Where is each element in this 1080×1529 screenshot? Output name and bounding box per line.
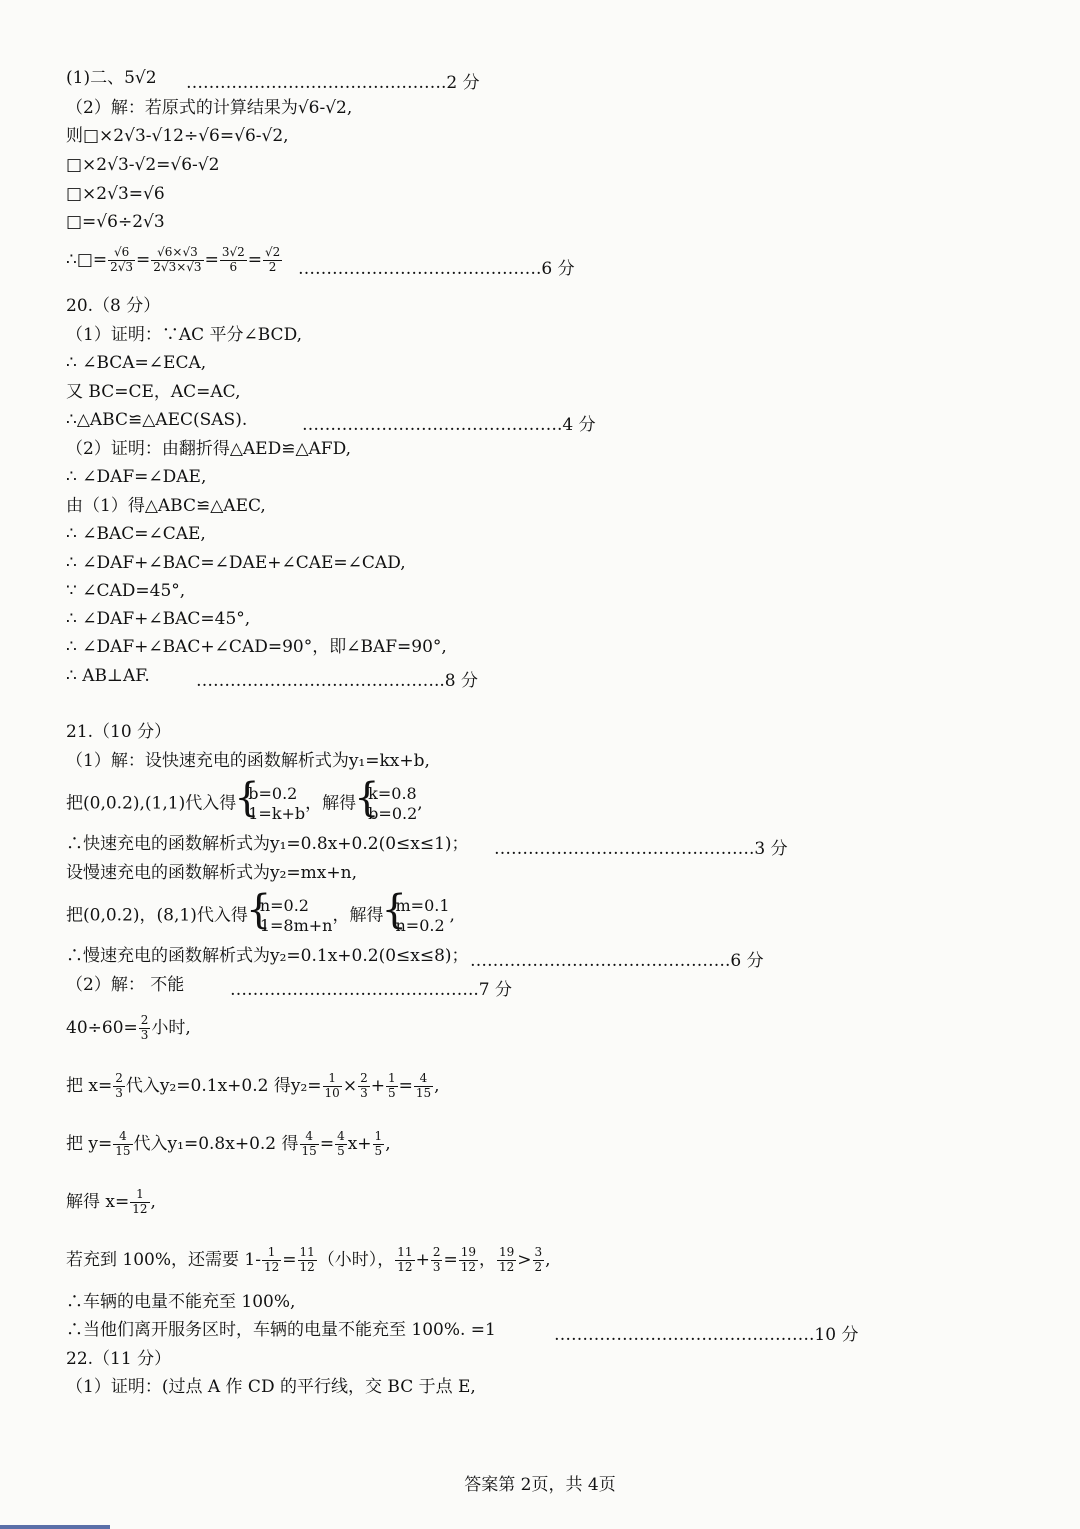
fraction: $\frac{4}{15}$ bbox=[301, 1129, 317, 1158]
answer-line: □×2√3=√6 bbox=[66, 184, 165, 204]
score-points: ……………………………………….2 分 bbox=[186, 73, 480, 93]
fraction: $\frac{3}{2}$ bbox=[534, 1245, 543, 1274]
answer-line: ∴ ∠BAC=∠CAE, bbox=[66, 524, 206, 544]
answer-line: 把(0,0.2)，(8,1)代入得 { n=0.2 1=8m+n ，解得 { m=0.1 n=0.2 , bbox=[66, 896, 455, 936]
scan-edge-mark bbox=[0, 1525, 110, 1529]
answer-line: ∴当他们离开服务区时，车辆的电量不能充至 100%. =1 bbox=[66, 1320, 496, 1340]
answer-line: ∴ ∠BCA=∠ECA, bbox=[66, 353, 207, 373]
answer-line: ∵ ∠CAD=45°, bbox=[66, 581, 186, 601]
fraction: $\frac{11}{12}$ bbox=[299, 1245, 315, 1274]
line-text: ∴□= bbox=[66, 249, 108, 270]
score-points: ……………………………………….6 分 bbox=[470, 951, 764, 971]
equation-system: { k=0.8 b=0.2 bbox=[356, 784, 417, 824]
fraction: $\frac{2}{3}$ bbox=[115, 1071, 123, 1100]
answer-line: （2）解： 不能 bbox=[66, 975, 185, 995]
answer-line: ∴快速充电的函数解析式为y₁=0.8x+0.2(0≤x≤1)； bbox=[66, 834, 469, 854]
score-points: …………………………………….6 分 bbox=[298, 259, 575, 279]
fraction: $\frac{2}{3}$ bbox=[360, 1071, 368, 1100]
answer-line: （2）解：若原式的计算结果为√6-√2, bbox=[66, 98, 353, 118]
score-points: ……………………………………….4 分 bbox=[302, 415, 596, 435]
answer-line: 若充到 100%，还需要 1- $\frac{1}{12}$ = $\frac{11}{12}$ （小时）， $\frac{11}{12}$ + $\frac{2}{3}$ = $\frac{19}{12}$ ， $\frac{19}{12}$ > $\frac{3}{2}$ , bbox=[66, 1245, 551, 1274]
answer-line: 则□×2√3-√12÷√6=√6-√2, bbox=[66, 126, 289, 146]
answer-line: ∴ ∠DAF=∠DAE, bbox=[66, 467, 207, 487]
line-text: ，解得 bbox=[332, 905, 384, 926]
score-points: ……………………………………….3 分 bbox=[494, 839, 788, 859]
question-heading: 22.（11 分） bbox=[66, 1349, 172, 1369]
fraction: $\frac{1}{12}$ bbox=[132, 1187, 148, 1216]
answer-line: （1）证明：(过点 A 作 CD 的平行线，交 BC 于点 E, bbox=[66, 1377, 476, 1397]
fraction: $\frac{1}{5}$ bbox=[387, 1071, 396, 1100]
equation-system: { n=0.2 1=8m+n bbox=[248, 896, 333, 936]
line-text: ，解得 bbox=[305, 793, 357, 814]
answer-line: □=√6÷2√3 bbox=[66, 212, 165, 232]
fraction: $\frac{19}{12}$ bbox=[498, 1245, 515, 1274]
fraction: $\frac{√6}{2√3}$ bbox=[110, 245, 134, 274]
equation-system: { m=0.1 n=0.2 bbox=[383, 896, 449, 936]
answer-line: ∴ ∠DAF+∠BAC=∠DAE+∠CAE=∠CAD, bbox=[66, 553, 406, 573]
fraction: $\frac{√2}{2}$ bbox=[264, 245, 281, 274]
answer-line: ∴□= $\frac{√6}{2√3}$ = $\frac{√6\times√3}{2√3\times√3}$ = $\frac{3√2}{6}$ = $\frac{√2}{2}$ bbox=[66, 245, 281, 274]
answer-line bbox=[66, 68, 157, 88]
fraction: $\frac{2}{3}$ bbox=[432, 1245, 441, 1274]
line-text: (1)二、5√2 bbox=[66, 68, 157, 88]
fraction: $\frac{4}{15}$ bbox=[415, 1071, 432, 1100]
answer-line: ∴ AB⊥AF. bbox=[66, 666, 150, 686]
fraction: $\frac{√6\times√3}{2√3\times√3}$ bbox=[153, 245, 202, 274]
score-points: ……………………………………….10 分 bbox=[554, 1325, 859, 1345]
answer-line: 设慢速充电的函数解析式为y₂=mx+n, bbox=[66, 863, 357, 883]
line-text: 把(0,0.2)，(8,1)代入得 bbox=[66, 905, 248, 926]
fraction: $\frac{1}{5}$ bbox=[374, 1129, 383, 1158]
question-heading: 21.（10 分） bbox=[66, 722, 172, 742]
fraction: $\frac{1}{10}$ bbox=[324, 1071, 340, 1100]
answer-line: ∴ ∠DAF+∠BAC+∠CAD=90°，即∠BAF=90°, bbox=[66, 637, 447, 657]
answer-line: ∴慢速充电的函数解析式为y₂=0.1x+0.2(0≤x≤8)； bbox=[66, 946, 469, 966]
fraction: $\frac{4}{5}$ bbox=[337, 1129, 345, 1158]
equation-system: { b=0.2 1=k+b bbox=[236, 784, 305, 824]
fraction: $\frac{2}{3}$ bbox=[140, 1013, 149, 1042]
answer-line: 把 y= $\frac{4}{15}$ 代入y₁=0.8x+0.2 得 $\frac{4}{15}$ = $\frac{4}{5}$ x+ $\frac{1}{5}$ , bbox=[66, 1129, 391, 1158]
fraction: $\frac{3√2}{6}$ bbox=[221, 245, 245, 274]
answer-line: （2）证明：由翻折得△AED≌△AFD, bbox=[66, 439, 352, 459]
question-heading: 20.（8 分） bbox=[66, 296, 161, 316]
answer-line: 又 BC=CE，AC=AC, bbox=[66, 382, 241, 402]
answer-line: （1）证明：∵AC 平分∠BCD, bbox=[66, 325, 302, 345]
answer-line: 解得 x= $\frac{1}{12}$ , bbox=[66, 1187, 156, 1216]
answer-line: 40÷60= $\frac{2}{3}$ 小时, bbox=[66, 1013, 191, 1042]
fraction: $\frac{1}{12}$ bbox=[263, 1245, 280, 1274]
answer-line: （1）解：设快速充电的函数解析式为y₁=kx+b, bbox=[66, 751, 430, 771]
answer-line: ∴车辆的电量不能充至 100%, bbox=[66, 1292, 296, 1312]
fraction: $\frac{11}{12}$ bbox=[397, 1245, 413, 1274]
score-points: ……………………………………..7 分 bbox=[230, 980, 513, 1000]
line-text: 把(0,0.2),(1,1)代入得 bbox=[66, 793, 237, 814]
answer-line: ∴△ABC≌△AEC(SAS). bbox=[66, 410, 248, 430]
answer-line: ∴ ∠DAF+∠BAC=45°, bbox=[66, 609, 251, 629]
score-points: ……………………………………..8 分 bbox=[196, 671, 479, 691]
fraction: $\frac{4}{15}$ bbox=[115, 1129, 131, 1158]
page-footer: 答案第 2页，共 4页 bbox=[464, 1475, 616, 1495]
answer-line: 把 x= $\frac{2}{3}$ 代入y₂=0.1x+0.2 得y₂= $\frac{1}{10}$ × $\frac{2}{3}$ + $\frac{1}{5}$ = $\frac{4}{15}$ , bbox=[66, 1071, 440, 1100]
answer-line: 把(0,0.2),(1,1)代入得 { b=0.2 1=k+b ，解得 { k=0.8 b=0.2 , bbox=[66, 784, 423, 824]
fraction: $\frac{19}{12}$ bbox=[460, 1245, 476, 1274]
answer-line: □×2√3-√2=√6-√2 bbox=[66, 155, 220, 175]
answer-line: 由（1）得△ABC≌△AEC, bbox=[66, 496, 266, 516]
